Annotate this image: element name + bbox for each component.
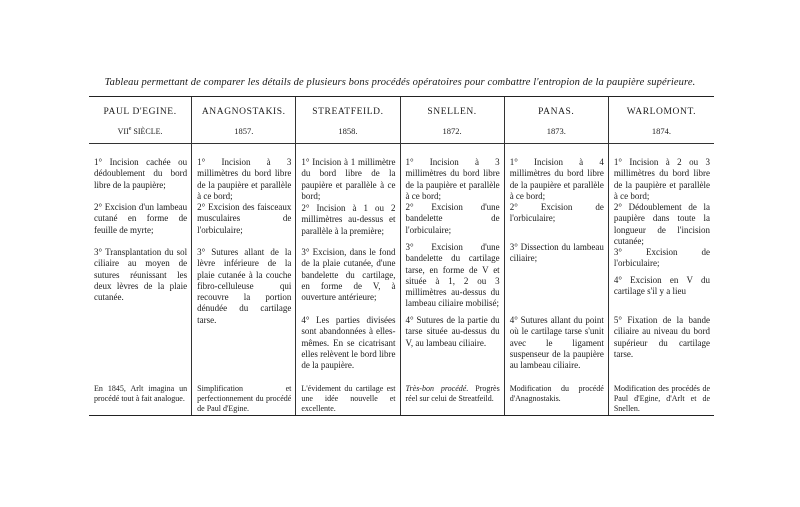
- list-item: 1° Incision cachée ou dédoublement du bord libre de la paupière;: [94, 157, 188, 190]
- column-year: 1873.: [546, 126, 566, 136]
- list-item: 3° Dissection du lambeau ciliaire;: [509, 242, 604, 264]
- list-item: 3° Sutures allant de la lèvre inférieure de la plaie cutanée à la couche fibro-celluleuse qui recouvre la portion dénudée du cartilage tarse.: [197, 247, 292, 325]
- column-anagnostakis: [191, 97, 295, 415]
- list-item: 1° Incision à 4 millimètres du bord libre de la paupière et parallèle à ce bord;: [509, 157, 604, 201]
- list-item: 3° Excision, dans le fond de la plaie cutanée, d'une bandelette du cartilage, en forme de V, à ouverture antérieure;: [301, 247, 396, 303]
- list-item: 2° Excision d'une bandelette de l'orbiculaire;: [405, 202, 500, 235]
- header-rule: [89, 143, 191, 144]
- list-item: 4° Les parties divisées sont abandonnées à elles-mêmes. En se cicatrisant elles relèvent le bord libre de la paupière.: [301, 315, 396, 371]
- column-header: STREATFEILD.: [312, 107, 384, 117]
- list-item: 2° Excision de l'orbiculaire;: [509, 202, 604, 224]
- header-rule: [505, 143, 608, 144]
- column-warlomont: [608, 97, 714, 415]
- list-item: 2° Excision des faisceaux musculaires de l'orbiculaire;: [197, 202, 292, 235]
- column-year: VIIe SIÈCLE.: [117, 126, 163, 136]
- table-caption: Tableau permettant de comparer les détails de plusieurs bons procédés opératoires pour combattre l'entropion de la paupière supérieure.: [104, 77, 696, 88]
- header-rule: [609, 143, 714, 144]
- column-panas: [504, 97, 608, 415]
- list-item: 2° Incision à 1 ou 2 millimètres au-dessus et parallèle à la première;: [301, 203, 396, 236]
- column-header: SNELLEN.: [427, 107, 477, 117]
- column-year: 1857.: [234, 126, 254, 136]
- column-year: 1858.: [338, 126, 358, 136]
- comparison-table: [89, 96, 714, 416]
- list-item: 4° Sutures de la partie du tarse située au-dessus du V, au lambeau ciliaire.: [405, 315, 500, 348]
- list-item: 5° Fixation de la bande ciliaire au niveau du bord supérieur du cartilage tarse.: [613, 315, 711, 359]
- column-footer: Simplification et perfectionnement du procédé de Paul d'Egine.: [197, 384, 292, 413]
- header-rule: [192, 143, 295, 144]
- list-item: 1° Incision à 3 millimètres du bord libre de la paupière et parallèle à ce bord;: [405, 157, 500, 201]
- column-year: 1872.: [442, 126, 462, 136]
- list-item: 3° Excision d'une bandelette du cartilage tarse, en forme de V et située à 1, 2 ou 3 millimètres au-dessus du lambeau ciliaire mobilisé;: [405, 242, 500, 309]
- list-item: 3° Excision de l'orbiculaire;: [613, 247, 711, 269]
- column-header: PAUL D'EGINE.: [103, 107, 177, 117]
- column-snellen: [400, 97, 504, 415]
- column-header: PANAS.: [538, 107, 575, 117]
- column-header: ANAGNOSTAKIS.: [201, 107, 286, 117]
- list-item: 2° Excision d'un lambeau cutané en forme de feuille de myrte;: [94, 202, 188, 235]
- list-item: 1° Incision à 1 millimètre du bord libre de la paupière et parallèle à ce bord;: [301, 157, 396, 201]
- list-item: 3° Transplantation du sol ciliaire au moyen de sutures réunissant les deux lèvres de la plaie cutanée.: [94, 247, 188, 303]
- column-paul-degine: [89, 97, 191, 415]
- header-rule: [296, 143, 399, 144]
- column-header: WARLOMONT.: [626, 107, 697, 117]
- column-footer: Modification des procédés de Paul d'Egine, d'Arlt et de Snellen.: [613, 384, 711, 413]
- list-item: 2° Dédoublement de la paupière dans toute la longueur de l'incision cutanée;: [613, 202, 711, 246]
- column-footer: Modification du procédé d'Anagnostakis.: [509, 384, 604, 403]
- list-item: 1° Incision à 2 ou 3 millimètres du bord libre de la paupière et parallèle à ce bord;: [613, 157, 711, 201]
- header-rule: [401, 143, 504, 144]
- column-year: 1874.: [651, 126, 671, 136]
- column-footer: Très-bon procédé. Progrès réel sur celui de Streatfeild.: [405, 384, 500, 403]
- column-footer: L'évidement du cartilage est une idée nouvelle et excellente.: [301, 384, 396, 413]
- column-streatfeild: [295, 97, 399, 415]
- list-item: 4° Sutures allant du point où le cartilage tarse s'unit avec le ligament suspenseur de la paupière au lambeau ciliaire.: [509, 315, 604, 371]
- list-item: 4° Excision en V du cartilage s'il y a lieu: [613, 275, 711, 297]
- column-footer: En 1845, Arlt imagina un procédé tout à fait analogue.: [94, 384, 188, 403]
- list-item: 1° Incision à 3 millimètres du bord libre de la paupière et parallèle à ce bord;: [197, 157, 292, 201]
